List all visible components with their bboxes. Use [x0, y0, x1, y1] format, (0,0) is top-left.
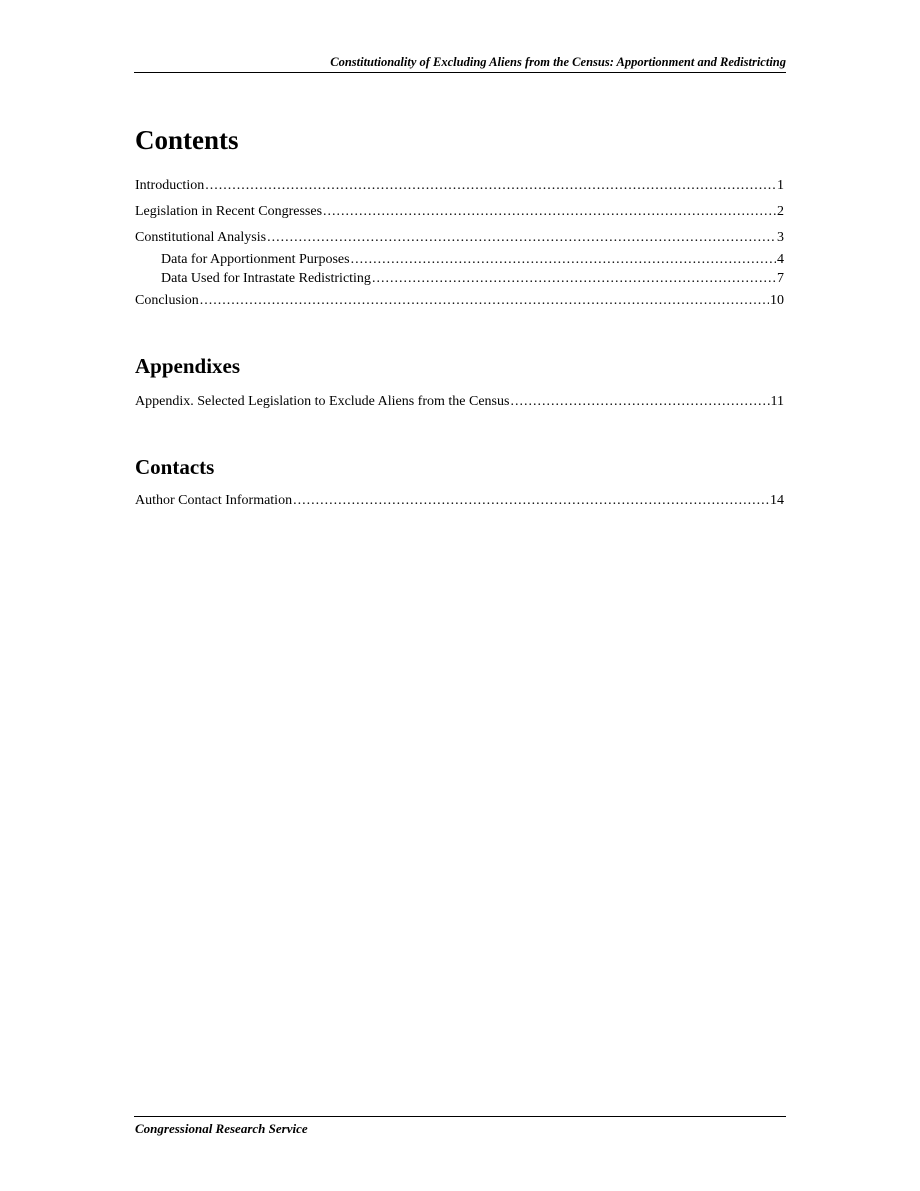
toc-entry-constitutional-analysis[interactable]	[135, 229, 784, 247]
toc-page-number: 1	[777, 178, 784, 193]
toc-page-number: 2	[777, 204, 784, 219]
toc-entry-title: Data for Apportionment Purposes	[161, 252, 350, 267]
appendixes-heading: Appendixes	[135, 354, 241, 378]
toc-page-number: 11	[770, 394, 784, 409]
toc-dot-leader	[200, 292, 769, 310]
toc-entry-data-for-apportionment-purposes[interactable]	[161, 251, 784, 269]
toc-entry-data-used-for-intrastate-redistricting[interactable]	[161, 270, 784, 288]
toc-page-number: 7	[777, 271, 784, 286]
toc-entry-legislation-in-recent-congresses[interactable]	[135, 203, 784, 221]
toc-entry-title: Conclusion	[135, 293, 199, 308]
contacts-heading: Contacts	[135, 455, 215, 479]
toc-page-number: 3	[777, 230, 784, 245]
toc-page-number: 4	[777, 252, 784, 267]
toc-dot-leader	[351, 251, 776, 269]
contents-heading: Contents	[135, 125, 239, 155]
toc-page-number: 10	[770, 293, 784, 308]
toc-entry-title: Constitutional Analysis	[135, 230, 267, 245]
toc-dot-leader	[293, 492, 769, 510]
toc-dot-leader	[372, 270, 776, 288]
toc-page-number: 14	[770, 493, 784, 508]
toc-entry-title: Introduction	[135, 178, 205, 193]
toc-entry-appendix-selected-legislation[interactable]	[135, 393, 784, 411]
toc-dot-leader	[267, 229, 776, 247]
toc-dot-leader	[323, 203, 776, 221]
header-rule	[134, 72, 786, 73]
running-footer: Congressional Research Service	[135, 1121, 308, 1136]
toc-entry-introduction[interactable]	[135, 177, 784, 195]
toc-entry-title: Author Contact Information	[135, 493, 293, 508]
toc-dot-leader	[510, 393, 769, 411]
toc-entry-title: Data Used for Intrastate Redistricting	[161, 271, 371, 286]
toc-entry-title: Legislation in Recent Congresses	[135, 204, 323, 219]
toc-entry-author-contact-information[interactable]	[135, 492, 784, 510]
footer-rule	[134, 1116, 786, 1117]
running-header: Constitutionality of Excluding Aliens from the Census: Apportionment and Redistricting	[330, 55, 786, 69]
toc-dot-leader	[205, 177, 776, 195]
toc-entry-conclusion[interactable]	[135, 292, 784, 310]
toc-entry-title: Appendix. Selected Legislation to Exclude Aliens from the Census	[135, 394, 510, 409]
